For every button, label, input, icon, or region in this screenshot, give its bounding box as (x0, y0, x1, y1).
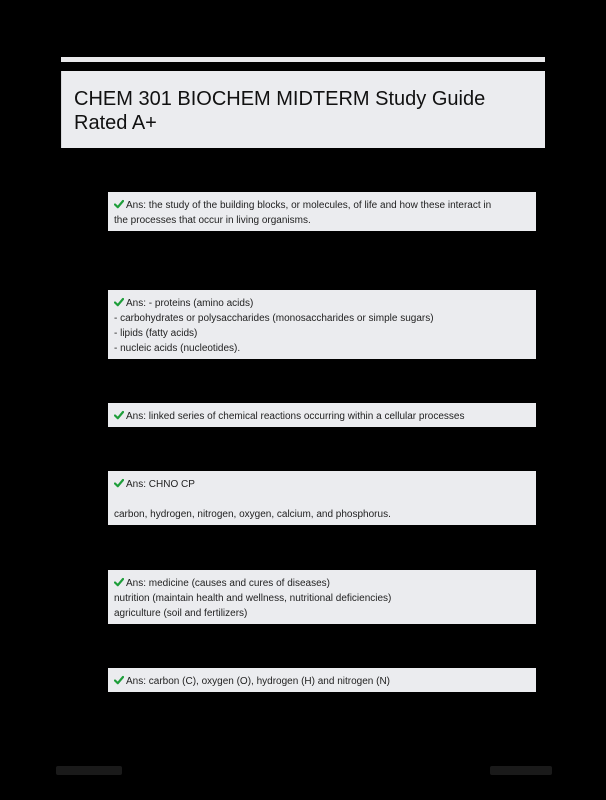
answer-text: - nucleic acids (nucleotides). (114, 343, 241, 354)
check-icon (114, 675, 124, 685)
answer-box (108, 192, 536, 231)
answer-box (108, 471, 536, 525)
header-rule (61, 57, 545, 62)
footer-watermark-left (56, 766, 122, 775)
answer-text: Ans: the study of the building blocks, or molecules, of life and how these interact in (126, 200, 492, 211)
answer-box (108, 290, 536, 359)
answer-text: Ans: carbon (C), oxygen (O), hydrogen (H) and nitrogen (N) (126, 676, 390, 687)
answer-box (108, 570, 536, 624)
answer-text: agriculture (soil and fertilizers) (114, 608, 248, 619)
document-title: CHEM 301 BIOCHEM MIDTERM Study Guide Rated A+ (74, 88, 486, 134)
answer-text: nutrition (maintain health and wellness, nutritional deficiencies) (114, 593, 392, 604)
check-icon (114, 478, 124, 488)
answer-text: Ans: - proteins (amino acids) (126, 298, 254, 309)
check-icon (114, 199, 124, 209)
title-box (61, 71, 545, 148)
answer-box (108, 403, 536, 427)
footer-page-number (490, 766, 552, 775)
check-icon (114, 410, 124, 420)
answer-text: the processes that occur in living organisms. (114, 215, 311, 226)
answer-text: - lipids (fatty acids) (114, 328, 198, 339)
answer-text: Ans: linked series of chemical reactions occurring within a cellular processes (126, 411, 465, 422)
answer-text: - carbohydrates or polysaccharides (monosaccharides or simple sugars) (114, 313, 434, 324)
answer-text: carbon, hydrogen, nitrogen, oxygen, calcium, and phosphorus. (114, 509, 391, 520)
answer-text: Ans: medicine (causes and cures of diseases) (126, 578, 330, 589)
check-icon (114, 297, 124, 307)
answer-text: Ans: CHNO CP (126, 479, 195, 490)
answer-box (108, 668, 536, 692)
check-icon (114, 577, 124, 587)
